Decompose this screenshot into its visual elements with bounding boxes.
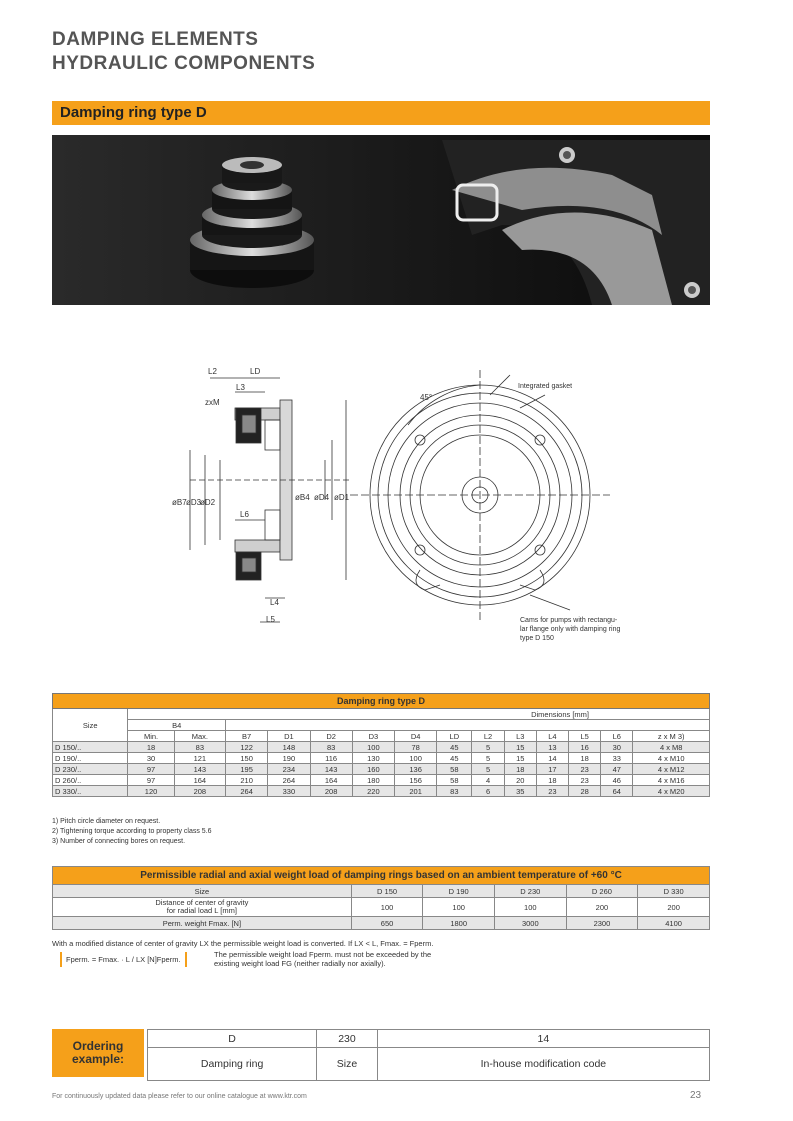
table1-cell: 164: [310, 775, 352, 786]
table2-cell: 4100: [638, 917, 710, 930]
weight-load-table: [52, 866, 710, 930]
table1-cell: D 330/..: [53, 786, 128, 797]
table1-cell: 18: [536, 775, 568, 786]
dim-d3: øD3: [186, 498, 202, 507]
ordering-value: 230: [317, 1030, 378, 1048]
table2-cell: 100: [423, 898, 495, 917]
table2-row-distance: [53, 898, 710, 917]
table1-row: [53, 775, 710, 786]
table1-cell: 58: [437, 775, 472, 786]
table2-col-header: D 260: [566, 885, 638, 898]
table1-col-header: L2: [472, 731, 504, 742]
cams-label-3: type D 150: [520, 635, 554, 642]
table1-cell: 78: [395, 742, 437, 753]
table1-cell: 208: [310, 786, 352, 797]
dim-d4: øD4: [314, 493, 330, 502]
weight-label: Perm. weight Fmax. [N]: [53, 917, 352, 930]
dim-l5: L5: [266, 615, 275, 624]
ordering-value: D: [148, 1030, 317, 1048]
table2-cell: 1800: [423, 917, 495, 930]
table1-cell: 97: [128, 764, 174, 775]
table1-col-header: L5: [569, 731, 601, 742]
table1-cell: 4 x M16: [633, 775, 710, 786]
table1-cell: 264: [268, 775, 310, 786]
dim-d2: øD2: [200, 498, 216, 507]
table1-cell: D 150/..: [53, 742, 128, 753]
table1-cell: 45: [437, 753, 472, 764]
table1-cell: 4 x M8: [633, 742, 710, 753]
table1-cell: 121: [174, 753, 225, 764]
footnote-1: 1) Pitch circle diameter on request.: [52, 818, 161, 825]
table1-row: [53, 764, 710, 775]
table1-cell: 130: [352, 753, 394, 764]
section-title-band: [52, 101, 710, 125]
table1-cell: 160: [352, 764, 394, 775]
dim-d1: øD1: [334, 493, 350, 502]
page-number: 23: [690, 1090, 702, 1101]
table1-cell: 16: [569, 742, 601, 753]
gasket-label: Integrated gasket: [518, 383, 573, 390]
table1-cell: 6: [472, 786, 504, 797]
table1-cell: 30: [128, 753, 174, 764]
dim-l4: L4: [270, 598, 279, 607]
distance-label: Distance of center of gravity for radial load L [mm]: [53, 898, 352, 917]
table1-cell: 30: [601, 742, 633, 753]
cams-label-1: Cams for pumps with rectangu-: [520, 617, 618, 624]
table1-cell: 264: [226, 786, 268, 797]
table1-cell: 190: [268, 753, 310, 764]
table1-cell: 46: [601, 775, 633, 786]
table1-cell: 18: [504, 764, 536, 775]
table1-cell: 234: [268, 764, 310, 775]
table1-cell: 195: [226, 764, 268, 775]
ordering-description: Size: [317, 1048, 378, 1081]
table1-cell: 4: [472, 775, 504, 786]
product-photo-svg: [52, 135, 710, 305]
table2-cell: 100: [351, 898, 423, 917]
b4-header: B4: [128, 720, 226, 731]
table1-col-header: L3: [504, 731, 536, 742]
dim-ld: LD: [250, 367, 261, 376]
table2-cell: 200: [566, 898, 638, 917]
damping-ring-table: [52, 693, 710, 797]
table1-cell: D 230/..: [53, 764, 128, 775]
table1-cell: 33: [601, 753, 633, 764]
dim-l2: L2: [208, 367, 217, 376]
table1-cell: 122: [226, 742, 268, 753]
table1-cell: 45: [437, 742, 472, 753]
table1-cell: 208: [174, 786, 225, 797]
table1-cell: 120: [128, 786, 174, 797]
table2-cell: 200: [638, 898, 710, 917]
formula-note: The permissible weight load Fperm. must not be exceeded by the existing weight load FG (neither radially nor axially).: [214, 950, 432, 968]
table1-cell: 23: [569, 764, 601, 775]
table1-col-header: D1: [268, 731, 310, 742]
table2-col-header: D 150: [351, 885, 423, 898]
formula: Fperm. = Fmax. · L / LX [N]Fperm.: [60, 952, 187, 967]
table1-cell: 5: [472, 742, 504, 753]
table1-cell: 5: [472, 753, 504, 764]
table1-col-header: L4: [536, 731, 568, 742]
table1-cell: 4 x M20: [633, 786, 710, 797]
table1-cell: 18: [128, 742, 174, 753]
table1-cell: 156: [395, 775, 437, 786]
table1-title: Damping ring type D: [53, 694, 710, 709]
table1-cell: 15: [504, 753, 536, 764]
conversion-note: With a modified distance of center of gravity LX the permissible weight load is converted. If LX < L, Fmax. = Fperm.: [52, 939, 434, 948]
section-title: Damping ring type D: [60, 104, 207, 121]
table1-cell: 23: [569, 775, 601, 786]
table1-cell: 18: [569, 753, 601, 764]
table1-cell: 100: [352, 742, 394, 753]
table1-cell: 148: [268, 742, 310, 753]
table2-col-header: D 330: [638, 885, 710, 898]
footnote-2: 2) Tightening torque according to property class 5.6: [52, 828, 212, 835]
table1-cell: 83: [174, 742, 225, 753]
table1-cell: 47: [601, 764, 633, 775]
footer-text: For continuously updated data please refer to our online catalogue at www.ktr.com: [52, 1093, 307, 1100]
dim-l6: L6: [240, 510, 249, 519]
dims-header: Dimensions [mm]: [128, 709, 710, 720]
ordering-value: 14: [377, 1030, 709, 1048]
table1-col-header: Max.: [174, 731, 225, 742]
ordering-descriptions: [148, 1048, 710, 1081]
table2-cell: 2300: [566, 917, 638, 930]
table2-cell: 650: [351, 917, 423, 930]
table1-col-header: D4: [395, 731, 437, 742]
dim-angle: 45°: [420, 393, 433, 402]
page-header: [52, 28, 315, 76]
dim-b4: øB4: [295, 493, 310, 502]
table1-cell: 100: [395, 753, 437, 764]
table1-col-header: D3: [352, 731, 394, 742]
table1-cell: 64: [601, 786, 633, 797]
table2-col-header: Size: [53, 885, 352, 898]
dim-zxm: zxM: [205, 398, 220, 407]
table1-cell: 136: [395, 764, 437, 775]
table1-row: [53, 753, 710, 764]
table1-cell: 83: [310, 742, 352, 753]
table1-cell: 97: [128, 775, 174, 786]
dim-b7: øB7: [172, 498, 187, 507]
table1-row: [53, 742, 710, 753]
table2-col-header: D 190: [423, 885, 495, 898]
table1-body: [53, 742, 710, 797]
table1-cell: 4 x M12: [633, 764, 710, 775]
technical-drawing: [150, 360, 650, 660]
table1-cell: 143: [174, 764, 225, 775]
table1-col-header: Min.: [128, 731, 174, 742]
table1-cell: 116: [310, 753, 352, 764]
cams-label-2: lar flange only with damping ring: [520, 626, 621, 633]
table1-cell: 28: [569, 786, 601, 797]
table1-cell: 220: [352, 786, 394, 797]
table1-cell: 5: [472, 764, 504, 775]
footnote-3: 3) Number of connecting bores on request.: [52, 838, 186, 845]
table1-col-header: B7: [226, 731, 268, 742]
ordering-description: Damping ring: [148, 1048, 317, 1081]
ordering-table: [147, 1029, 710, 1081]
table1-cell: 14: [536, 753, 568, 764]
table2-col-header: D 230: [494, 885, 566, 898]
table1-cell: 83: [437, 786, 472, 797]
table1-cell: 164: [174, 775, 225, 786]
ordering-description: In-house modification code: [377, 1048, 709, 1081]
table1-col-header: D2: [310, 731, 352, 742]
header-line2: HYDRAULIC COMPONENTS: [52, 53, 316, 74]
table2-cell: 100: [494, 898, 566, 917]
table2-row-weight: [53, 917, 710, 930]
table1-cell: 15: [504, 742, 536, 753]
product-photo: [52, 135, 710, 305]
table1-cell: 210: [226, 775, 268, 786]
table1-cell: 201: [395, 786, 437, 797]
table1-cell: 20: [504, 775, 536, 786]
size-header: Size: [53, 709, 128, 742]
table1-cell: 58: [437, 764, 472, 775]
dim-l3: L3: [236, 383, 245, 392]
header-line1: DAMPING ELEMENTS: [52, 29, 259, 50]
table1-cell: 150: [226, 753, 268, 764]
ordering-label: Ordering example:: [52, 1029, 144, 1077]
table1-cell: 143: [310, 764, 352, 775]
table1-cell: D 260/..: [53, 775, 128, 786]
ordering-values: [148, 1030, 710, 1048]
table1-cell: 13: [536, 742, 568, 753]
table2-title: Permissible radial and axial weight load of damping rings based on an ambient temperature of +60 °C: [53, 867, 710, 885]
table2-cell: 3000: [494, 917, 566, 930]
table1-col-header: LD: [437, 731, 472, 742]
table1-cell: 35: [504, 786, 536, 797]
table1-cell: 23: [536, 786, 568, 797]
table1-cell: 4 x M10: [633, 753, 710, 764]
table1-row: [53, 786, 710, 797]
table2-header: [53, 885, 710, 898]
table1-headers: [53, 731, 710, 742]
table1-cell: 330: [268, 786, 310, 797]
table1-cell: 180: [352, 775, 394, 786]
table1-col-header: L6: [601, 731, 633, 742]
table1-col-header: z x M 3): [633, 731, 710, 742]
table1-cell: 17: [536, 764, 568, 775]
table1-cell: D 190/..: [53, 753, 128, 764]
